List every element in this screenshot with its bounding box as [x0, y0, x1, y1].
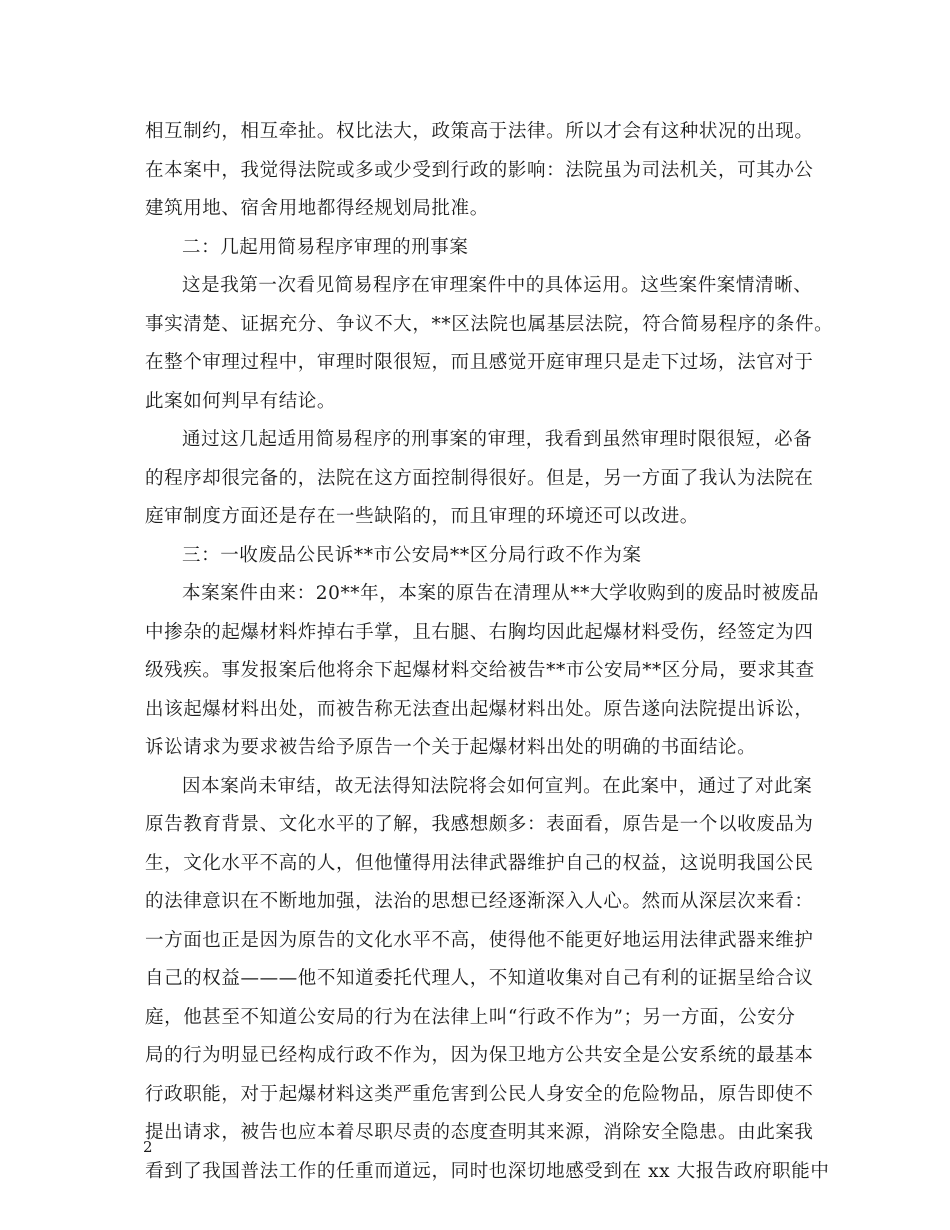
text-line: 在整个审理过程中，审理时限很短，而且感觉开庭审理只是走下过场，法官对于 [145, 352, 814, 373]
text-line: 庭审制度方面还是存在一些缺陷的，而且审理的环境还可以改进。 [145, 506, 699, 527]
text-line: 局的行为明显已经构成行政不作为，因为保卫地方公共安全是公安系统的最基本 [145, 1045, 814, 1066]
document-body [145, 113, 834, 1191]
text-line: 二：几起用简易程序审理的刑事案 [182, 236, 469, 258]
text-line: 的法律意识在不断地加强，法治的思想已经逐渐深入人心。然而从深层次来看： [145, 891, 814, 912]
text-line: 三：一收废品公民诉**市公安局**区分局行政不作为案 [182, 544, 642, 566]
text-line: 原告教育背景、文化水平的了解，我感想颇多：表面看，原告是一个以收废品为 [145, 814, 814, 835]
text-line: 一方面也正是因为原告的文化水平不高，使得他不能更好地运用法律武器来维护 [145, 929, 814, 951]
text-line: 因本案尚未审结，故无法得知法院将会如何宣判。在此案中，通过了对此案 [182, 775, 813, 797]
text-line: 这是我第一次看见简易程序在审理案件中的具体运用。这些案件案情清晰、 [182, 275, 813, 296]
text-line: 事实清楚、证据充分、争议不大，**区法院也属基层法院，符合简易程序的条件。 [145, 313, 834, 335]
text-line: 的程序却很完备的，法院在这方面控制得很好。但是，另一方面了我认为法院在 [145, 467, 814, 489]
text-line: 相互制约，相互牵扯。权比法大，政策高于法律。所以才会有这种状况的出现。 [145, 121, 814, 142]
text-line: 本案案件由来：20**年，本案的原告在清理从**大学收购到的废品时被废品 [182, 583, 820, 604]
text-line: 通过这几起适用简易程序的刑事案的审理，我看到虽然审理时限很短，必备 [182, 429, 813, 450]
text-line: 提出请求，被告也应本着尽职尽责的态度查明其来源，消除安全隐患。由此案我 [145, 1122, 814, 1143]
text-line: 在本案中，我觉得法院或多或少受到行政的影响：法院虽为司法机关，可其办公 [145, 159, 814, 181]
text-line: 自己的权益———他不知道委托代理人，不知道收集对自己有利的证据呈给合议 [145, 968, 814, 989]
text-line: 中掺杂的起爆材料炸掉右手掌，且右腿、右胸均因此起爆材料受伤，经签定为四 [145, 621, 814, 643]
text-line: 出该起爆材料出处，而被告称无法查出起爆材料出处。原告遂向法院提出诉讼， [145, 698, 814, 720]
text-line: 级残疾。事发报案后他将余下起爆材料交给被告**市公安局**区分局，要求其查 [145, 660, 815, 681]
page-number: 2 [143, 1138, 153, 1156]
text-line: 行政职能，对于起爆材料这类严重危害到公民人身安全的危险物品，原告即使不 [145, 1083, 814, 1105]
text-line: 庭，他甚至不知道公安局的行为在法律上叫“行政不作为”；另一方面，公安分 [145, 1006, 796, 1028]
text-line: 看到了我国普法工作的任重而道远，同时也深切地感受到在 xx 大报告政府职能中 [145, 1160, 830, 1182]
text-line: 诉讼请求为要求被告给予原告一个关于起爆材料出处的明确的书面结论。 [145, 737, 757, 758]
text-line: 生，文化水平不高的人，但他懂得用法律武器维护自己的权益，这说明我国公民 [145, 852, 814, 874]
text-line: 此案如何判早有结论。 [145, 390, 337, 412]
text-line: 建筑用地、宿舍用地都得经规划局批准。 [145, 198, 489, 219]
